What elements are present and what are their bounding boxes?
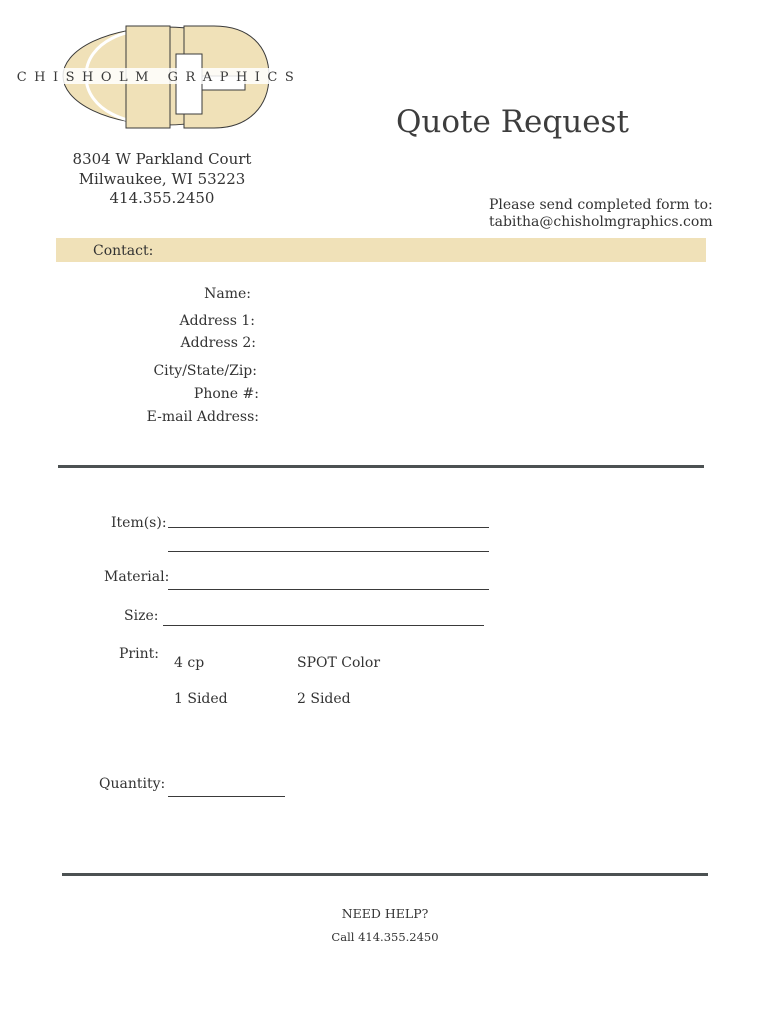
print-option-1-sided[interactable]: 1 Sided bbox=[174, 691, 228, 707]
address-line-2: Milwaukee, WI 53223 bbox=[78, 169, 246, 188]
help-phone: Call 414.355.2450 bbox=[331, 930, 439, 944]
address1-label: Address 1: bbox=[179, 313, 255, 329]
contact-section-label: Contact: bbox=[93, 243, 154, 259]
submit-instructions bbox=[489, 197, 713, 231]
chisholm-graphics-logo bbox=[14, 18, 304, 136]
cg-monogram-logo-icon bbox=[14, 18, 304, 136]
company-phone: 414.355.2450 bbox=[109, 189, 215, 207]
footer-divider bbox=[62, 873, 708, 876]
items-label: Item(s): bbox=[111, 515, 167, 531]
address-line-1: 8304 W Parkland Court bbox=[72, 150, 252, 168]
material-line[interactable] bbox=[168, 589, 489, 590]
logo-wordmark: CHISHOLM GRAPHICS bbox=[16, 70, 302, 85]
print-label: Print: bbox=[119, 646, 159, 662]
submit-instruction-text: Please send completed form to: bbox=[489, 197, 713, 213]
quantity-line[interactable] bbox=[168, 796, 285, 797]
print-option-4cp[interactable]: 4 cp bbox=[174, 655, 205, 671]
material-label: Material: bbox=[104, 569, 170, 585]
items-line-2[interactable] bbox=[168, 551, 489, 552]
section-divider bbox=[58, 465, 704, 468]
contact-section-bar bbox=[56, 238, 706, 262]
size-label: Size: bbox=[124, 608, 159, 624]
page-title: Quote Request bbox=[396, 104, 629, 140]
address2-label: Address 2: bbox=[180, 335, 256, 351]
print-option-spot-color[interactable]: SPOT Color bbox=[297, 655, 381, 671]
name-label: Name: bbox=[204, 286, 251, 302]
size-line[interactable] bbox=[163, 625, 484, 626]
submit-email[interactable]: tabitha@chisholmgraphics.com bbox=[489, 214, 713, 230]
items-line-1[interactable] bbox=[168, 527, 489, 528]
city-state-zip-label: City/State/Zip: bbox=[153, 363, 257, 379]
help-heading: NEED HELP? bbox=[341, 906, 429, 921]
quantity-label: Quantity: bbox=[99, 776, 166, 792]
phone-label: Phone #: bbox=[193, 386, 259, 402]
print-option-2-sided[interactable]: 2 Sided bbox=[297, 691, 351, 707]
email-label: E-mail Address: bbox=[146, 409, 259, 425]
company-address bbox=[72, 150, 252, 209]
